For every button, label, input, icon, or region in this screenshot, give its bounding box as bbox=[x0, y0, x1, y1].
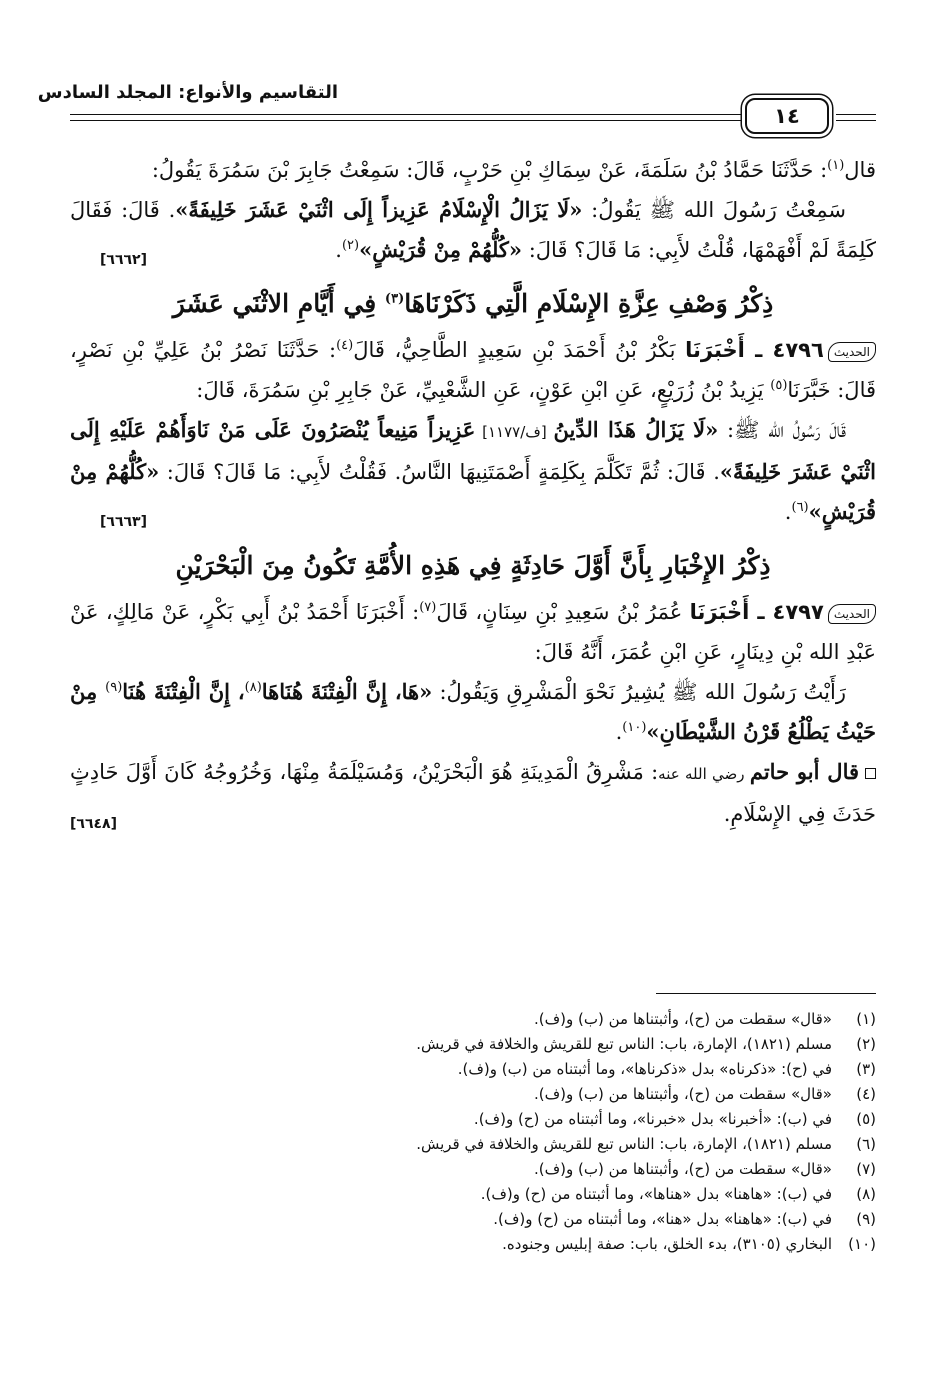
main-text bbox=[70, 150, 876, 844]
text: قَالَ رَسُولُ الله ﷺ: bbox=[718, 418, 846, 442]
text: قال bbox=[844, 158, 876, 182]
text: . قَالَ: فَقَالَ كَلِمَةً لَمْ أَفْهَمْهَا، قُلْتُ لأَبِي: مَا قَالَ؟ قَالَ: bbox=[70, 198, 876, 262]
hadith-reference: [٦٦٦٣] bbox=[100, 514, 147, 530]
text: سَمِعْتُ رَسُولَ الله ﷺ يَقُولُ: bbox=[582, 198, 846, 222]
footnote-text: «قال» سقطت من (ح)، وأثبتناها من (ب) و(ف). bbox=[533, 1085, 832, 1103]
header-rule bbox=[836, 114, 876, 115]
text: : أَخْبَرَنَا أَحْمَدُ بْنُ أَبِي بَكْرٍ، عَنْ مَالِكٍ، عَنْ عَبْدِ الله بْنِ دِينَارٍ، عَنِ ابْنِ عُمَرَ، أَنَّهُ قَالَ: bbox=[70, 600, 876, 664]
text: : حَدَّثَنَا حَمَّادُ بْنُ سَلَمَةَ، عَنْ سِمَاكِ بْنِ حَرْبٍ، قَالَ: سَمِعْتُ جَابِرَ بْنَ سَمُرَةَ يَقُولُ: bbox=[151, 158, 828, 182]
footnote-ref: (٥) bbox=[770, 378, 788, 393]
chapter-title: ذِكْرُ الإِخْبَارِ بِأَنَّ أَوَّلَ حَادِثَةٍ فِي هَذِهِ الأُمَّةِ تَكُونُ مِنَ الْبَحْرَيْنِ bbox=[175, 551, 771, 580]
text: ذِكْرُ وَصْفِ عِزَّةِ الإِسْلَامِ الَّتِي ذَكَرْنَاهَا bbox=[404, 289, 774, 318]
footnote-text: في (ب): «أخبرنا» بدل «خبرنا»، وما أثبتناه من (ح) و(ف). bbox=[473, 1110, 832, 1128]
text: : حَدَّثَنَا نَصْرُ بْنُ عَلِيِّ بْنِ نَصْرٍ، قَالَ: خَبَّرَنَا bbox=[70, 338, 876, 402]
footnote bbox=[70, 1032, 876, 1057]
inline-reference: [ف/١١٧٧] bbox=[475, 423, 554, 441]
text: : مَشْرِقُ الْمَدِينَةِ هُوَ الْبَحْرَيْنُ، وَمُسَيْلَمَةُ مِنْهَا، وَخُرُوجُهُ كَانَ أَوَّلَ حَادِثٍ حَدَثَ فِي الإِسْلَامِ. bbox=[70, 760, 876, 826]
footnote-ref: (١٠) bbox=[622, 720, 647, 735]
footnote-number: (٦) bbox=[856, 1135, 876, 1153]
page-number-box bbox=[745, 98, 829, 134]
footnote-ref: (٤) bbox=[336, 338, 354, 353]
footnote-text: مسلم (١٨٢١)، الإمارة، باب: الناس تبع للقريش والخلافة في قريش. bbox=[416, 1035, 832, 1053]
hadith-body bbox=[70, 672, 876, 752]
text: . bbox=[784, 500, 792, 524]
footnote-ref: (٦) bbox=[791, 500, 809, 515]
hadith-reference: [٦٦٦٢] bbox=[100, 252, 147, 268]
footnote-number: (٤) bbox=[856, 1085, 876, 1103]
footnote bbox=[70, 1207, 876, 1232]
text: . bbox=[615, 720, 623, 744]
hadith-badge: الحديث bbox=[828, 342, 876, 362]
footnote-ref: (٣) bbox=[384, 291, 405, 307]
footnote bbox=[70, 1132, 876, 1157]
header-rule bbox=[836, 120, 876, 121]
footnotes bbox=[70, 1007, 876, 1257]
footnote bbox=[70, 1157, 876, 1182]
footnote-number: (٢) bbox=[856, 1035, 876, 1053]
hadith-reference: [٦٦٤٨] bbox=[70, 816, 117, 832]
text: يَزِيدُ بْنُ زُرَيْعٍ، عَنِ ابْنِ عَوْنٍ، عَنِ الشَّعْبِيِّ، عَنْ جَابِرِ بْنِ سَمُرَةَ، قَالَ: bbox=[196, 378, 771, 402]
text: بَكْرُ بْنُ أَحْمَدَ بْنِ سَعِيدٍ الطَّاحِيُّ، قَالَ bbox=[353, 338, 686, 362]
text: فِي أَيَّامِ الاثْنَي عَشَرَ bbox=[172, 289, 385, 318]
footnote-number: (٧) bbox=[856, 1160, 876, 1178]
paragraph-1 bbox=[70, 150, 876, 190]
footnote-number: (٣) bbox=[856, 1060, 876, 1078]
footnote-ref: (٢) bbox=[341, 238, 360, 253]
footnote-ref: (١) bbox=[827, 158, 845, 173]
text: عُمَرُ بْنُ سَعِيدِ بْنِ سِنَانٍ، قَالَ bbox=[436, 600, 690, 624]
hadith-text: عَزِيزاً مَنِيعاً يُنْصَرُونَ عَلَى مَنْ نَاوَأَهُمْ عَلَيْهِ إِلَى اثْنَيْ عَشَرَ خَلِيفَةً» bbox=[70, 417, 876, 484]
hadith-text: «هَا، إِنَّ الْفِتْنَةَ هُنَاهَا bbox=[261, 679, 433, 704]
text: . قَالَ: ثُمَّ تَكَلَّمَ بِكَلِمَةٍ أَصْمَتَنِيهَا النَّاسُ. فَقُلْتُ لأَبِي: مَا قَالَ؟ قَالَ: bbox=[159, 460, 720, 484]
square-bullet-icon bbox=[865, 768, 876, 779]
footnote-text: في (ح): «ذكرناه» بدل «ذكرناها»، وما أثبتناه من (ب) و(ف). bbox=[457, 1060, 832, 1078]
footnote-text: مسلم (١٨٢١)، الإمارة، باب: الناس تبع للقريش والخلافة في قريش. bbox=[416, 1135, 832, 1153]
abu-hatim-label: قال أبو حاتم bbox=[749, 759, 860, 784]
hadith-text: ، إِنَّ الْفِتْنَةَ هُنَا bbox=[122, 679, 245, 704]
hadith-text: مِنْ حَيْثُ يَطْلُعُ قَرْنُ الشَّيْطَانِ» bbox=[70, 679, 876, 744]
footnote-number: (٩) bbox=[856, 1210, 876, 1228]
footnote-number: (١٠) bbox=[848, 1235, 876, 1253]
hadith-text: «لَا يَزَالُ الْإِسْلَامُ عَزِيزاً إِلَى اثْنَيْ عَشَرَ خَلِيفَةً» bbox=[175, 197, 583, 222]
hadith-text: «لَا يَزَالُ هَذَا الدِّينُ bbox=[553, 417, 719, 442]
hadith-chain bbox=[70, 330, 876, 410]
footnote bbox=[70, 1057, 876, 1082]
chapter-title bbox=[70, 284, 876, 324]
footnote bbox=[70, 1007, 876, 1032]
footnote-text: في (ب): «هاهنا» بدل «هنا»، وما أثبتناه من (ح) و(ف). bbox=[493, 1210, 832, 1228]
footnote bbox=[70, 1107, 876, 1132]
hadith-text: «كُلُّهُمْ مِنْ قُرَيْشٍ» bbox=[70, 459, 876, 524]
footnote-ref: (٧) bbox=[419, 600, 437, 615]
hadith-number: ٤٧٩٧ ـ أَخْبَرَنَا bbox=[689, 600, 824, 624]
footnote-text: البخاري (٣١٠٥)، بدء الخلق، باب: صفة إبليس وجنوده. bbox=[502, 1235, 832, 1253]
footnote-number: (١) bbox=[856, 1010, 876, 1028]
footnote bbox=[70, 1232, 876, 1257]
honorific: رضي الله عنه bbox=[658, 765, 750, 783]
footnote-number: (٥) bbox=[856, 1110, 876, 1128]
footnote-ref: (٨) bbox=[244, 680, 262, 695]
text: . bbox=[335, 238, 342, 262]
footnote bbox=[70, 1082, 876, 1107]
abu-hatim-comment bbox=[70, 752, 876, 834]
page-number: ١٤ bbox=[774, 104, 800, 128]
hadith-chain bbox=[70, 592, 876, 672]
paragraph-2 bbox=[70, 190, 876, 270]
hadith-number: ٤٧٩٦ ـ أَخْبَرَنَا bbox=[685, 338, 824, 362]
hadith-body bbox=[70, 410, 876, 532]
footnote-text: «قال» سقطت من (ح)، وأثبتناها من (ب) و(ف). bbox=[533, 1160, 832, 1178]
footnote-ref: (٩) bbox=[105, 680, 123, 695]
text: رَأَيْتُ رَسُولَ الله ﷺ يُشِيرُ نَحْوَ الْمَشْرِقِ وَيَقُولُ: bbox=[432, 680, 846, 704]
footnote-rule bbox=[656, 993, 876, 994]
hadith-text: «كُلُّهُمْ مِنْ قُرَيْشٍ» bbox=[359, 237, 523, 262]
header-rule bbox=[70, 120, 760, 121]
hadith-badge: الحديث bbox=[828, 604, 876, 624]
footnote-number: (٨) bbox=[856, 1185, 876, 1203]
header-rule bbox=[70, 114, 760, 115]
footnote bbox=[70, 1182, 876, 1207]
footnote-text: «قال» سقطت من (ح)، وأثبتناها من (ب) و(ف). bbox=[533, 1010, 832, 1028]
footnote-text: في (ب): «هاهنا» بدل «هناها»، وما أثبتناه من (ح) و(ف). bbox=[480, 1185, 832, 1203]
running-title: التقاسيم والأنواع: المجلد السادس bbox=[37, 82, 338, 103]
